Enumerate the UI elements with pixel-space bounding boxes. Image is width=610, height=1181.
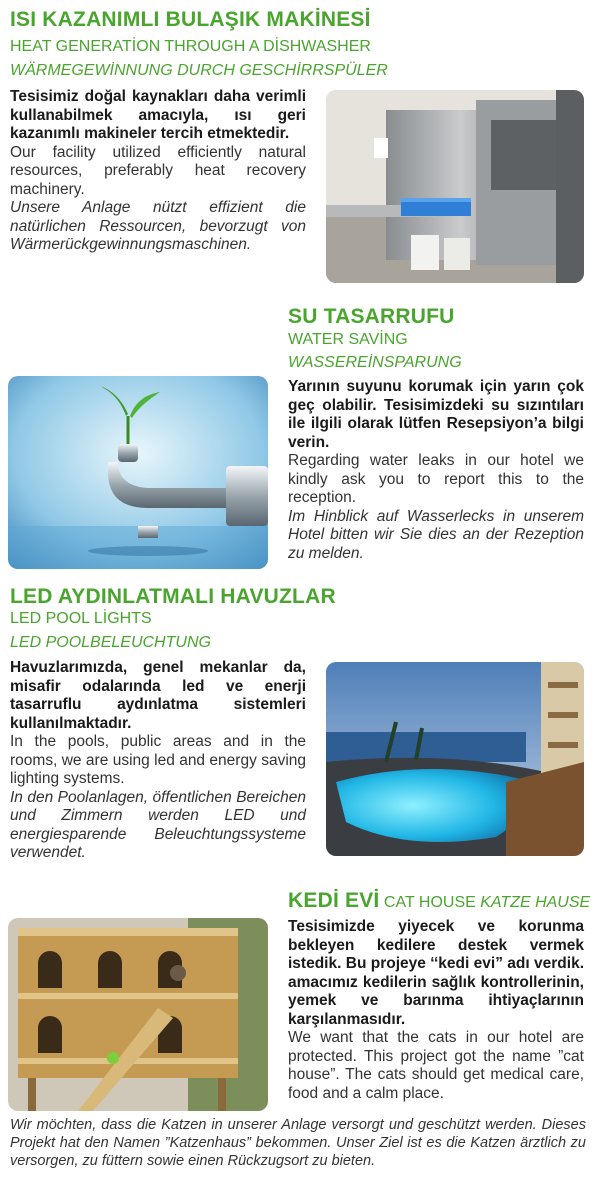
section-1-text-de: Unsere Anlage nützt effizient die natürlichen Ressourcen, bevorzugt von Wärmerückgewinnungsmaschinen. [10, 199, 306, 253]
section-4-body [288, 918, 584, 1103]
pool-photo [326, 662, 584, 856]
cat-house-photo [8, 918, 268, 1111]
water-tap-plant-photo [8, 376, 268, 569]
section-1-title-en: HEAT GENERATİON THROUGH A DİSHWASHER [10, 38, 371, 55]
section-1-text-en: Our facility utilized efficiently natural resources, preferably heat recovery machinery. [10, 143, 306, 198]
section-3-text-de: In den Poolanlagen, öffentlichen Bereichen und Zimmern werden LED und energiesparende Beleuchtungssysteme verwendet. [10, 788, 306, 861]
section-2-text-de: Im Hinblick auf Wasserlecks in unserem Hotel bitten wir Sie dies an der Rezeption zu melden. [288, 507, 584, 562]
section-1-text-tr: Tesisimiz doğal kaynakları daha verimli kullanabilmek amacıyla, ısı geri kazanımlı makineler tercih etmektedir. [10, 88, 306, 142]
section-2-text-tr: Yarının suyunu korumak için yarın çok geç olabilir. Tesisimizdeki su sızıntıları ile ilgili olarak lütfen Resepsiyon’a bilgi verin. [288, 378, 584, 451]
section-3-title-en: LED POOL LİGHTS [10, 610, 152, 627]
section-3-title-de: LED POOLBELEUCHTUNG [10, 634, 211, 651]
section-2-title-en: WATER SAVİNG [288, 331, 408, 348]
section-2-title-de: WASSEREİNSPARUNG [288, 354, 462, 371]
section-3-text-en: In the pools, public areas and in the rooms, we are using led and energy saving lighting systems. [10, 733, 306, 787]
section-1-body [10, 88, 306, 255]
section-4-title-de: KATZE HAUSE [480, 894, 591, 911]
section-3-title-tr: LED AYDINLATMALI HAVUZLAR [10, 585, 336, 608]
section-4-body-de [10, 1116, 586, 1170]
section-2-body [288, 378, 584, 563]
section-3-body [10, 659, 306, 863]
section-4-text-en: We want that the cats in our hotel are protected. This project got the name ”cat house”. The cats should get medical care, food and a calm place. [288, 1029, 584, 1102]
section-3-text-tr: Havuzlarımızda, genel mekanlar da, misafir odalarında led ve enerji tasarruflu aydınlatma sistemleri kullanılmaktadır. [10, 659, 306, 732]
section-4-text-tr: Tesisimizde yiyecek ve korunma bekleyen kedilere destek vermek istedik. Bu projeye ‘‘kedi evi” adı verdik. amacımız kedilerin sağlık kontrollerinin, yemek ve barınma ihtiyaçlarının karşılanmasıdır. [288, 918, 584, 1028]
section-4-text-de: Wir möchten, dass die Katzen in unserer Anlage versorgt und geschützt werden. Dieses Projekt hat den Namen ”Katzenhaus” bekommen. Unser Ziel ist es die Katzen ärztlich zu versorgen, zu füttern sowie einen Rückzugsort zu bieten. [10, 1117, 586, 1169]
section-4-heading [288, 889, 590, 913]
dishwasher-photo [326, 90, 584, 283]
section-2-title-tr: SU TASARRUFU [288, 305, 455, 328]
section-4-title-tr: KEDİ EVİ [288, 889, 380, 912]
section-1-title-de: WÄRMEGEWİNNUNG DURCH GESCHİRRSPÜLER [10, 62, 388, 79]
section-2-text-en: Regarding water leaks in our hotel we kindly ask you to report this to the reception. [288, 452, 584, 506]
section-1-title-tr: ISI KAZANIMLI BULAŞIK MAKİNESİ [10, 8, 371, 31]
section-4-title-en: CAT HOUSE [383, 894, 476, 911]
